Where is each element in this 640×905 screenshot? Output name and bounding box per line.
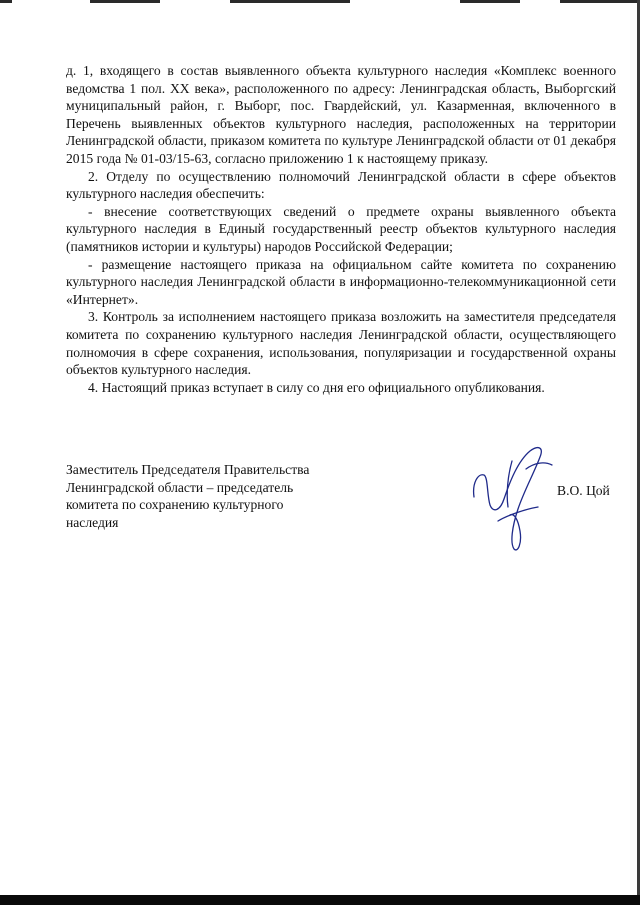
paragraph-item-4: 4. Настоящий приказ вступает в силу со дня его официального опубликования. [88,379,545,395]
signatory-title-line: комитета по сохранению культурного [66,497,284,513]
signature-block [0,461,640,581]
scan-edge-top [0,0,640,4]
signatory-title [66,461,366,531]
paragraph-item-3: 3. Контроль за исполнением настоящего приказа возложить на заместителя председателя комитета по сохранению культурного наследия Ленинградской области, осуществляющего полномочия в сфере сохранения, использования, популяризации и государственной охраны объектов культурного наследия. [66,309,616,378]
signatory-title-line: наследия [66,514,119,530]
paragraph-continuation: д. 1, входящего в состав выявленного объекта культурного наследия «Комплекс военного ведомства 1 пол. XX века», расположенного по адресу: Ленинградская область, Выборгский муниципальный район, г. Выборг, пос. Гвардейский, ул. Казарменная, включенного в Перечень выявленных объектов культурного наследия, расположенных на территории Ленинградской области, приказом комитета по культуре Ленинградской области от 01 декабря 2015 года № 01-03/15-63, согласно приложению 1 к настоящему приказу. [66,63,616,166]
handwritten-signature [468,439,558,557]
signatory-title-line: Заместитель Председателя Правительства [66,462,310,477]
signatory-name: В.О. Цой [557,483,610,498]
paragraph-item-2-registry: - внесение соответствующих сведений о предмете охраны выявленного объекта культурного наследия в Единый государственный реестр объектов культурного наследия (памятников истории и культуры) народов Российской Федерации; [66,203,616,254]
paragraph-item-2-website: - размещение настоящего приказа на официальном сайте комитета по сохранению культурного наследия Ленинградской области в информационно-телекоммуникационной сети «Интернет». [66,256,616,307]
scan-edge-bottom [0,895,640,905]
paragraph-item-2: 2. Отделу по осуществлению полномочий Ленинградской области в сфере объектов культурного наследия обеспечить: [66,168,616,202]
signatory-title-line: Ленинградской области – председатель [66,479,294,495]
document-body [66,62,616,396]
